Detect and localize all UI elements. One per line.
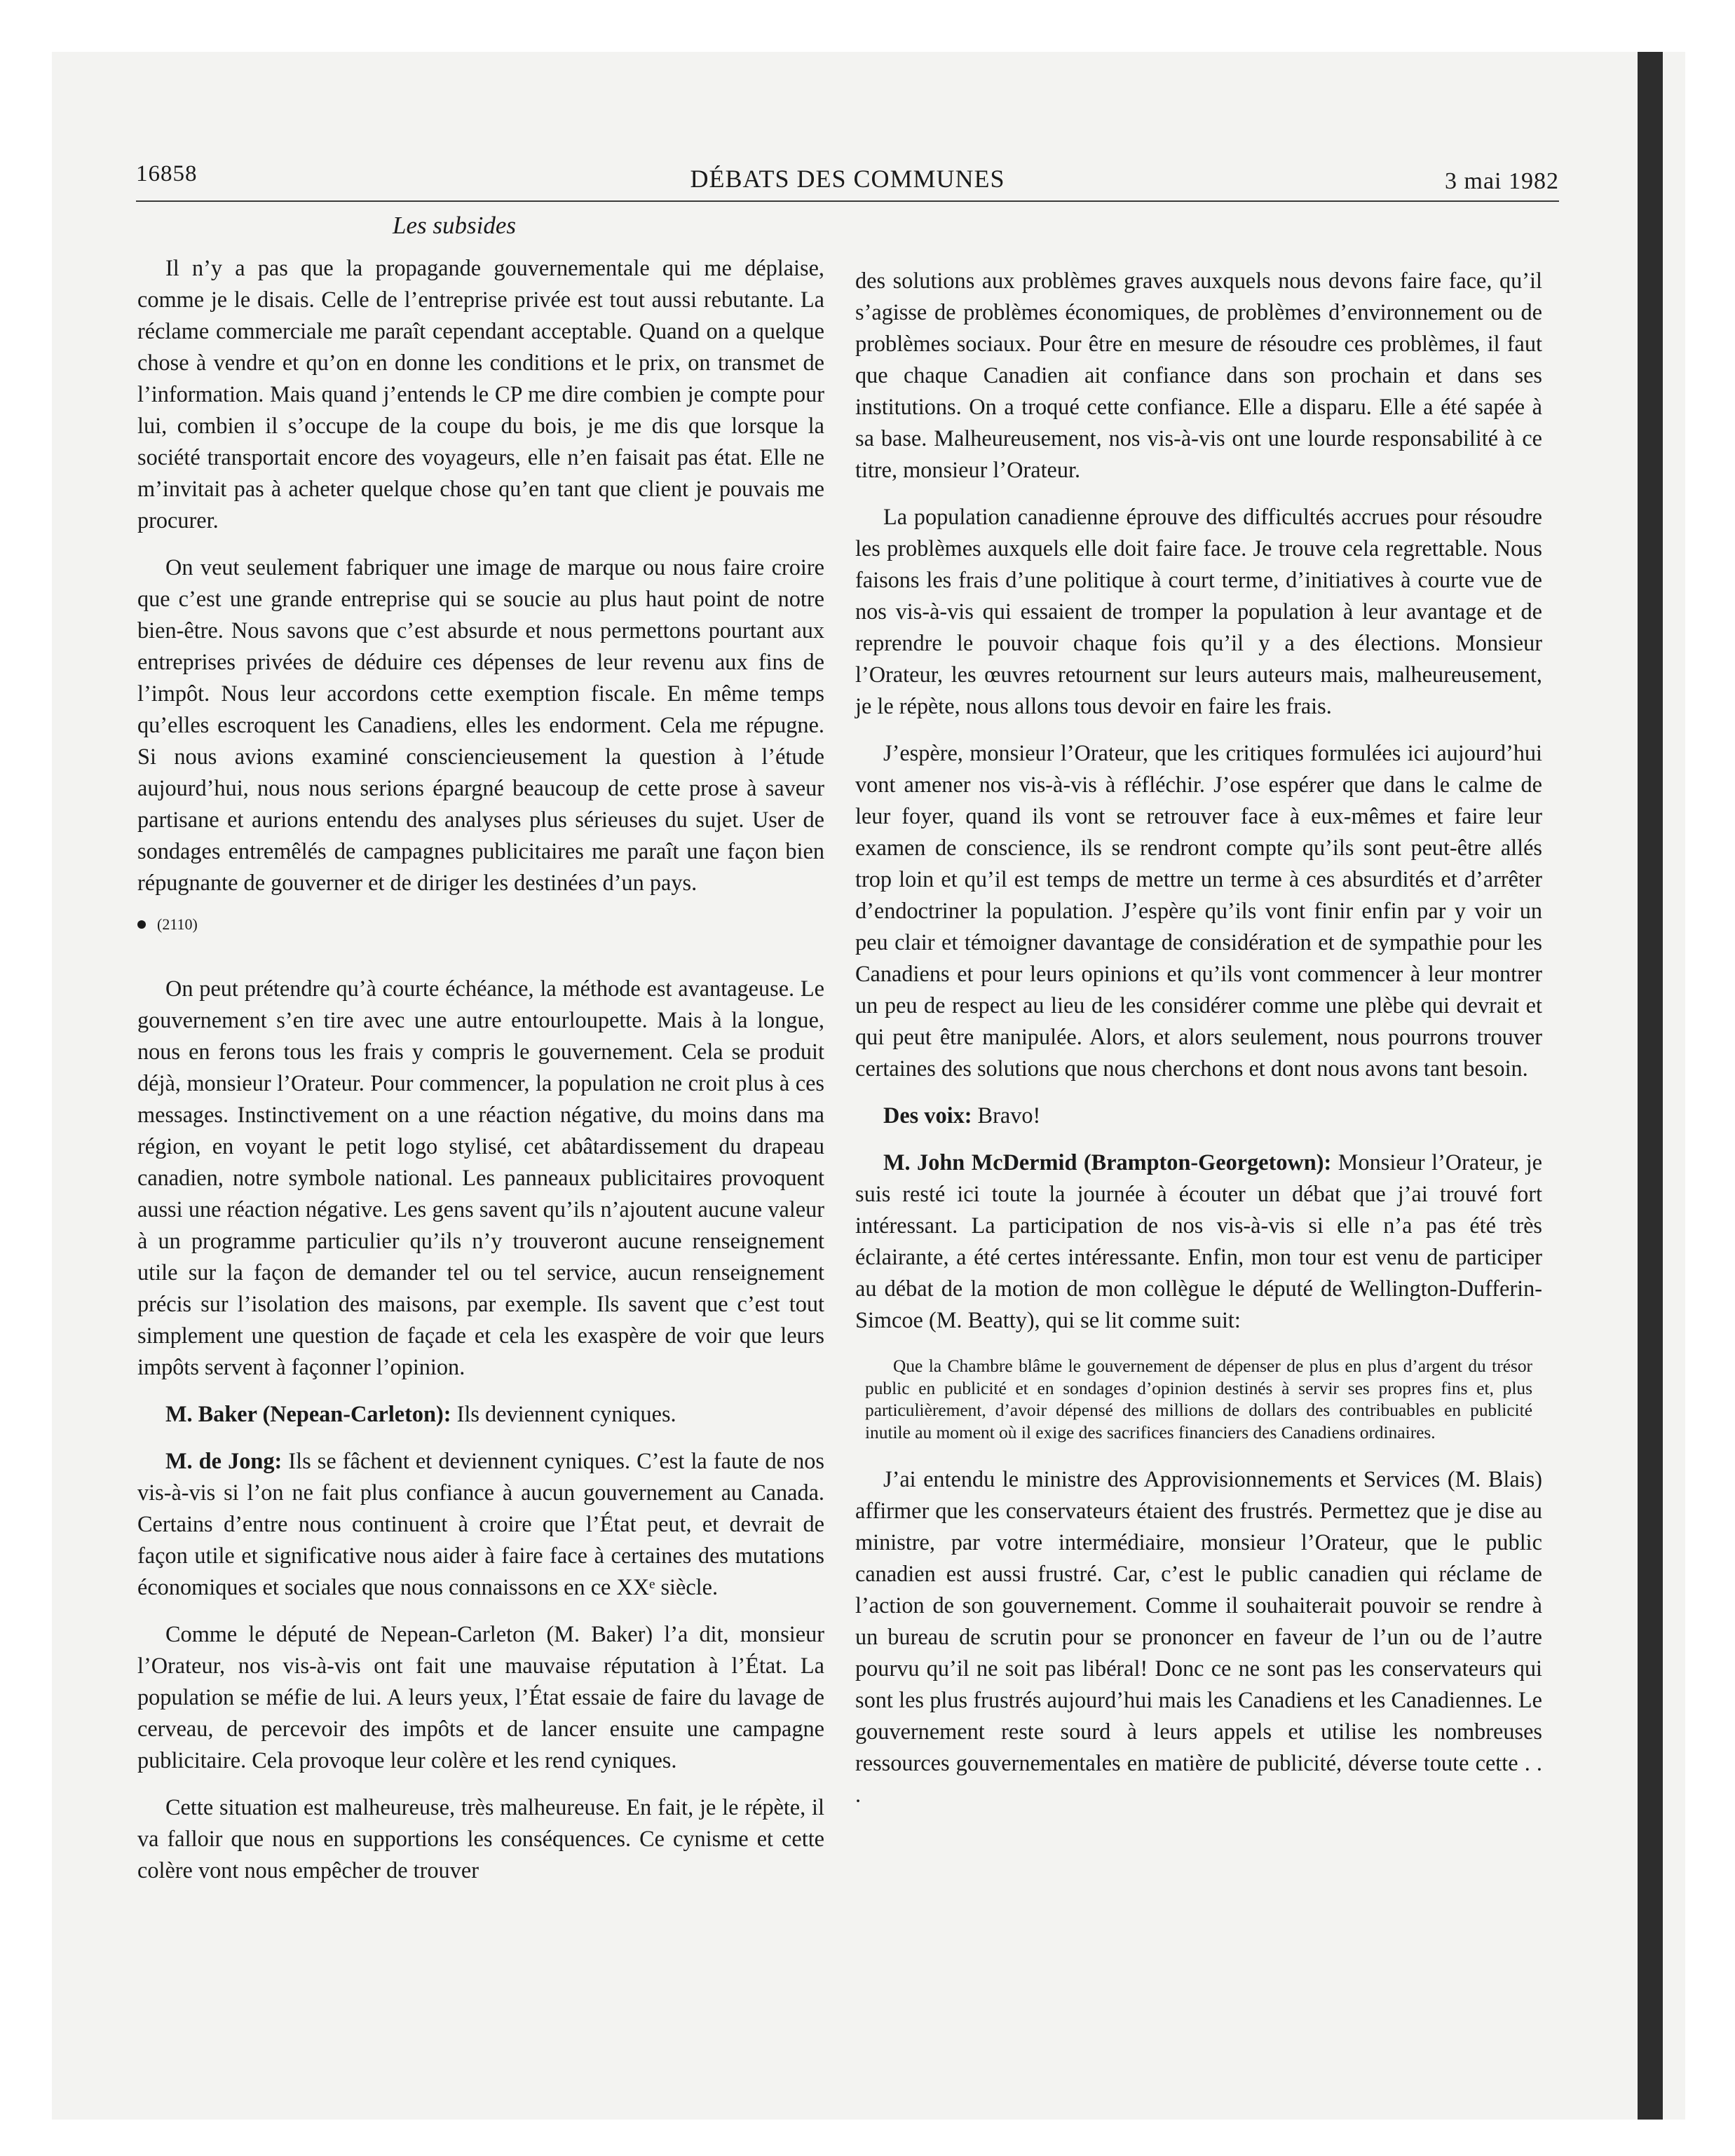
speaker-name: M. Baker (Nepean-Carleton): [165,1401,451,1426]
speech-paragraph [137,1398,824,1430]
motion-text: Que la Chambre blâme le gouvernement de dépenser de plus en plus d’argent du trésor public en publicité et en sondages d’opinion destinés à servir ses propres fins et, plus particulièrement, d’avoir dépensé des millions de dollars des contribuables en publicité inutile au moment où il exige des sacrifices financiers des Canadiens ordinaires. [865,1356,1532,1442]
paragraph: Comme le député de Nepean-Carleton (M. Baker) l’a dit, monsieur l’Orateur, nos vis-à-vis ont fait une mauvaise réputation à l’État. La population se méfie de lui. A leurs yeux, l’État essaie de faire du lavage de cerveau, de percevoir des impôts et de lancer ensuite une campagne publicitaire. Cela provoque leur colère et les rend cyniques. [137,1621,824,1773]
time-marker [137,914,824,935]
timestamp: (2110) [157,915,198,933]
speaker-name: Des voix: [883,1103,972,1128]
left-column [137,252,824,1902]
right-column [855,265,1542,1826]
paragraph: On peut prétendre qu’à courte échéance, la méthode est avantageuse. Le gouvernement s’en tire avec une autre entourloupette. Mais à la longue, nous en ferons tous les frais y compris le gouvernement. Cela se produit déjà, monsieur l’Orateur. Pour commencer, la population ne croit plus à ces messages. Instinctivement on a une réaction négative, du moins dans ma région, en voyant le petit logo stylisé, cet abâtardissement du drapeau canadien, notre symbole national. Les panneaux publicitaires provoquent aussi une réaction négative. Les gens savent qu’ils n’ajoutent aucune valeur à un programme particulier qu’ils n’y trouveront aucune renseignement utile sur la façon de demander tel ou tel service, aucun renseignement précis sur l’isolation des maisons, par exemple. Ils savent que c’est tout simplement une question de façade et cela les exaspère de voir que leurs impôts servent à façonner l’opinion. [137,976,824,1379]
speech-paragraph [137,1445,824,1603]
speech-text: Monsieur l’Orateur, je suis resté ici toute la journée à écouter un débat que j’ai trouvé fort intéressant. La participation de nos vis-à-vis si elle n’a pas été très éclairante, a été certes intéressante. Enfin, mon tour est venu de participer au débat de la motion de mon collègue le député de Wellington-Dufferin-Simcoe (M. Beatty), qui se lit comme suit: [855,1149,1542,1332]
page-header [136,161,1559,210]
paragraph: Cette situation est malheureuse, très malheureuse. En fait, je le répète, il va falloir que nous en supportions les conséquences. Ce cynisme et cette colère vont nous empêcher de trouver [137,1794,824,1883]
paragraph: des solutions aux problèmes graves auxquels nous devons faire face, qu’il s’agisse de problèmes économiques, de problèmes d’environnement ou de problèmes sociaux. Pour être en mesure de résoudre ces problèmes, il faut que chaque Canadien ait confiance dans son prochain et dans ses institutions. On a troqué cette confiance. Elle a disparu. Elle a été sapée à sa base. Malheureusement, nos vis-à-vis ont une lourde responsabilité à ce titre, monsieur l’Orateur. [855,268,1542,482]
issue-date: 3 mai 1982 [1445,168,1559,194]
speech-text: Bravo! [972,1103,1041,1128]
speech-paragraph [855,1100,1542,1131]
paragraph: J’espère, monsieur l’Orateur, que les critiques formulées ici aujourd’hui vont amener nos vis-à-vis à réfléchir. J’ose espérer que dans le calme de leur foyer, quand ils vont se retrouver face à eux-mêmes et faire leur examen de conscience, ils se rendront compte qu’ils sont peut-être allés trop loin et qu’il est temps de mettre un terme à ces absurdités et d’arrêter d’endoctriner la population. J’espère qu’ils vont finir enfin par y voir un peu clair et témoigner davantage de considération et de sympathie pour les Canadiens et pour leurs opinions et qu’ils vont commencer à leur montrer un peu de respect au lieu de les considérer comme une plèbe qui devrait et qui peut être manipulée. Alors, et alors seulement, nous pourrons trouver certaines des solutions que nous cherchons et dont nous avons tant besoin. [855,740,1542,1081]
paragraph: On veut seulement fabriquer une image de marque ou nous faire croire que c’est une grande entreprise qui se soucie au plus haut point de notre bien-être. Nous savons que c’est absurde et nous permettons pourtant aux entreprises privées de déduire ces dépenses de leur revenu aux fins de l’impôt. Nous leur accordons cette exemption fiscale. En même temps qu’elles escroquent les Canadiens, elles les endorment. Cela me répugne. Si nous avions examiné consciencieusement la question à l’étude aujourd’hui, nous nous serions épargné beaucoup de cette prose à saveur partisane et aurions entendu des analyses plus sérieuses du sujet. User de sondages entremêlés de campagnes publicitaires me paraît une façon bien répugnante de gouverner et de diriger les destinées d’un pays. [137,554,824,895]
running-head: Les subsides [393,212,516,239]
journal-title: DÉBATS DES COMMUNES [690,165,1005,193]
bullet-icon [137,920,146,929]
speech-text: Ils se fâchent et deviennent cyniques. C’est la faute de nos vis-à-vis si l’on ne fait plus confiance à aucun gouvernement au Canada. Certains d’entre nous continuent à croire que l’État peut, et devrait de façon utile et significative nous aider à faire face à certaines des mutations économiques et sociales que nous connaissons en ce XXᵉ siècle. [137,1448,824,1599]
motion-quote [865,1356,1532,1444]
paragraph: La population canadienne éprouve des difficultés accrues pour résoudre les problèmes auxquels elle doit faire face. Je trouve cela regrettable. Nous faisons les frais d’une politique à court terme, d’initiatives à courte vue de nos vis-à-vis qui essaient de tromper la population à leur avantage et de reprendre le pouvoir chaque fois qu’il y a des élections. Monsieur l’Orateur, les œuvres retournent sur leurs auteurs mais, malheureusement, je le répète, nous allons tous devoir en faire les frais. [855,504,1542,718]
speech-text: Ils deviennent cyniques. [451,1401,676,1426]
header-rule [136,200,1559,202]
speech-paragraph [855,1147,1542,1336]
paragraph: J’ai entendu le ministre des Approvisionnements et Services (M. Blais) affirmer que les conservateurs étaient des frustrés. Permettez que je dise au ministre, par votre intermédiaire, monsieur l’Orateur, que le public canadien est aussi frustré. Car, c’est le public canadien qui réclame de l’action de son gouvernement. Comme il souhaiterait pouvoir se rendre à un bureau de scrutin pour se prononcer en faveur de l’un ou de l’autre pourvu qu’il ne soit pas libéral! Donc ce ne sont pas les conservateurs qui sont les plus frustrés aujourd’hui mais les Canadiens et les Canadiennes. Le gouvernement reste sourd à leurs appels et utilise les nombreuses ressources gouvernementales en matière de publicité, déverse toute cette . . . [855,1466,1542,1807]
paragraph: Il n’y a pas que la propagande gouvernementale qui me déplaise, comme je le disais. Celle de l’entreprise privée est tout aussi rebutante. La réclame commerciale me paraît cependant acceptable. Quand on a quelque chose à vendre et qu’on en donne les conditions et le prix, on transmet de l’information. Mais quand j’entends le CP me dire combien je compte pour lui, combien il s’occupe de la coupe du bois, je me dis que lorsque la société transportait encore des voyageurs, elle n’en faisait pas état. Elle ne m’invitait pas à acheter quelque chose qu’en tant que client je pouvais me procurer. [137,255,824,533]
page-number: 16858 [136,161,198,186]
speaker-name: M. de Jong: [165,1448,283,1473]
binding-edge [1638,52,1663,2120]
speaker-name: M. John McDermid (Brampton-Georgetown): [883,1149,1332,1175]
